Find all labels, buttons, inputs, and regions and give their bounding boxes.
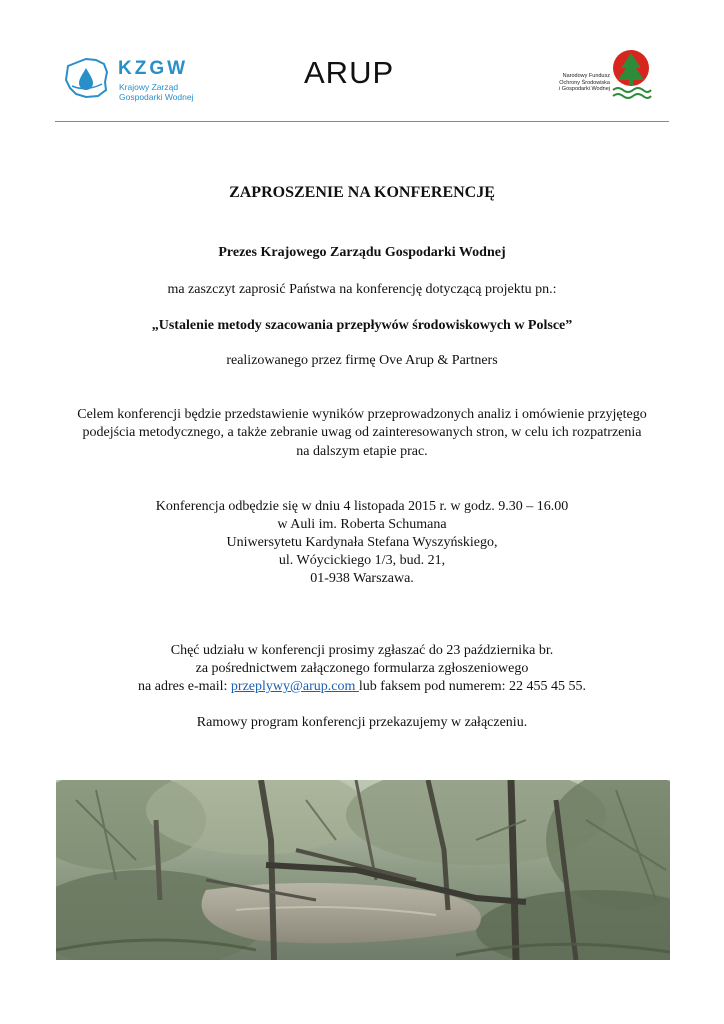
arup-logo: ARUP: [304, 55, 395, 90]
kzgw-subtitle-line2: Gospodarki Wodnej: [119, 92, 194, 102]
program-note: Ramowy program konferencji przekazujemy w załączeniu.: [196, 715, 528, 730]
registration-line-3: [0, 678, 724, 695]
forest-stream-photo: [56, 780, 670, 960]
purpose-line-2: podejścia metodycznego, a także zebranie uwag od zainteresowanych stron, w celu ich rozpatrzenia: [82, 425, 642, 440]
nfosigw-line2: Ochrony Środowiska: [559, 79, 610, 86]
purpose-line-3: na dalszym etapie prac.: [296, 444, 428, 459]
venue-line-1: Konferencja odbędzie się w dniu 4 listopada 2015 r. w godz. 9.30 – 16.00: [155, 499, 569, 514]
realized-by-line: realizowanego przez firmę Ove Arup & Partners: [226, 353, 498, 368]
poland-water-drop-icon: [64, 56, 110, 100]
purpose-line-1: Celem konferencji będzie przedstawienie wyników przeprowadzonych analiz i omówienie przyjętego: [77, 407, 647, 422]
registration-prefix: na adres e-mail:: [138, 679, 231, 694]
project-name: „Ustalenie metody szacowania przepływów środowiskowych w Polsce”: [151, 318, 573, 333]
registration-suffix: lub faksem pod numerem: 22 455 45 55.: [358, 679, 586, 694]
tree-sun-icon: [610, 48, 652, 104]
kzgw-title: KZGW: [118, 58, 189, 79]
header-divider: [55, 121, 669, 122]
forest-stream-illustration: [56, 780, 670, 960]
registration-line-1: Chęć udziału w konferencji prosimy zgłaszać do 23 października br.: [170, 643, 554, 658]
intro-line: ma zaszczyt zaprosić Państwa na konferencję dotyczącą projektu pn.:: [167, 282, 557, 297]
email-link[interactable]: przeplywy@arup.com: [230, 679, 359, 694]
nfosigw-line1: Narodowy Fundusz: [562, 73, 610, 79]
page-title: ZAPROSZENIE NA KONFERENCJĘ: [229, 184, 495, 201]
venue-line-5: 01-938 Warszawa.: [310, 571, 414, 586]
registration-line-2: za pośrednictwem załączonego formularza zgłoszeniowego: [195, 661, 529, 676]
nfosigw-logo: [548, 46, 658, 106]
venue-line-2: w Auli im. Roberta Schumana: [277, 517, 447, 532]
kzgw-logo: [64, 52, 204, 104]
nfosigw-line3: i Gospodarki Wodnej: [559, 86, 610, 92]
venue-line-3: Uniwersytetu Kardynała Stefana Wyszyńskiego,: [226, 535, 498, 550]
host-line: Prezes Krajowego Zarządu Gospodarki Wodnej: [218, 245, 506, 260]
letterhead: [0, 0, 724, 122]
nfosigw-name: [548, 73, 610, 93]
venue-line-4: ul. Wóycickiego 1/3, bud. 21,: [278, 553, 446, 568]
kzgw-subtitle-line1: Krajowy Zarząd: [119, 82, 179, 92]
